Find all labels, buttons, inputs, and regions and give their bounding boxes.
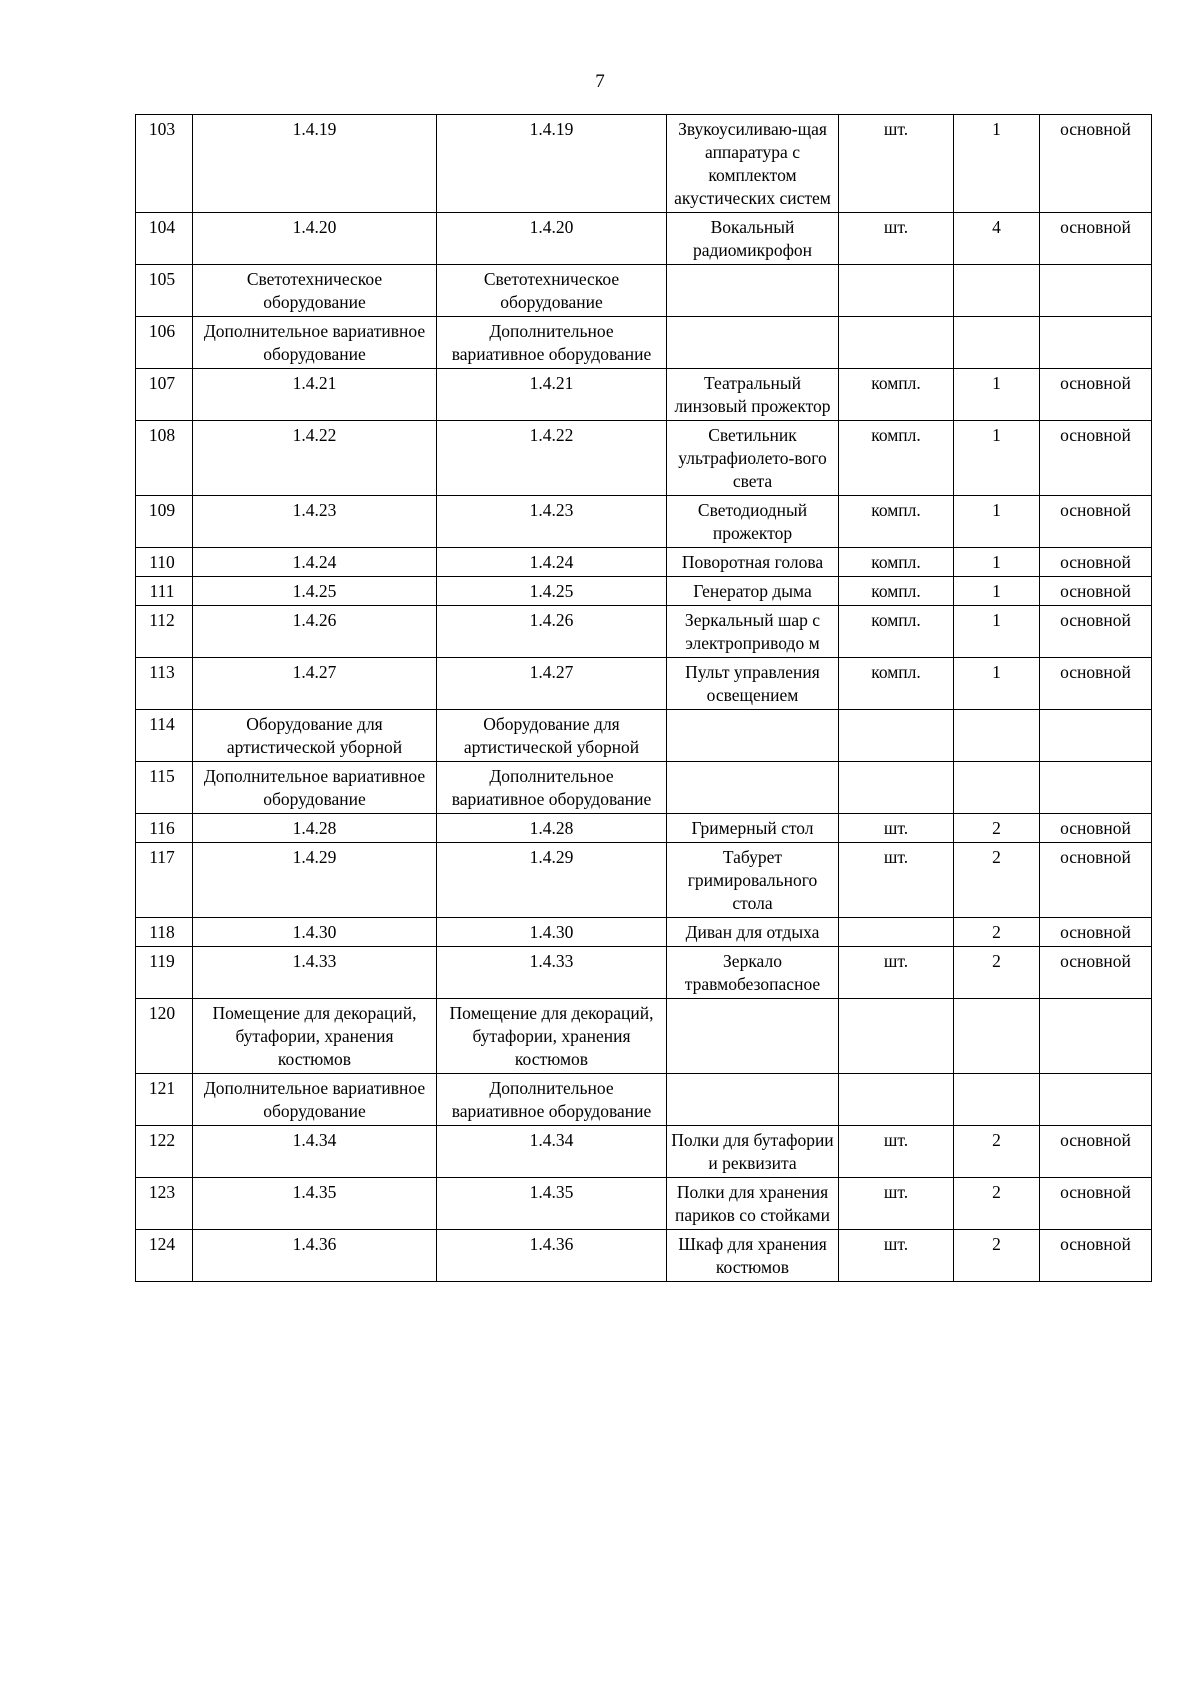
equipment-name-cell: Светодиодный прожектор [667, 496, 839, 548]
equipment-name-cell: Театральный линзовый прожектор [667, 369, 839, 421]
section-code-cell: 1.4.27 [193, 658, 437, 710]
unit-cell: компл. [839, 548, 954, 577]
row-number-cell: 104 [136, 213, 193, 265]
row-number-cell: 106 [136, 317, 193, 369]
quantity-cell: 1 [954, 658, 1040, 710]
equipment-type-cell: основной [1040, 421, 1152, 496]
equipment-type-cell: основной [1040, 606, 1152, 658]
table-row [136, 658, 1152, 710]
section-code-cell: 1.4.34 [193, 1126, 437, 1178]
item-code-cell: Помещение для декораций, бутафории, хранения костюмов [437, 999, 667, 1074]
equipment-name-cell: Пульт управления освещением [667, 658, 839, 710]
item-code-cell: 1.4.24 [437, 548, 667, 577]
unit-cell: шт. [839, 1230, 954, 1282]
item-code-cell: 1.4.27 [437, 658, 667, 710]
item-code-cell: 1.4.22 [437, 421, 667, 496]
unit-cell [839, 918, 954, 947]
equipment-type-cell: основной [1040, 1178, 1152, 1230]
section-code-cell: Оборудование для артистической уборной [193, 710, 437, 762]
item-code-cell: 1.4.19 [437, 115, 667, 213]
quantity-cell [954, 265, 1040, 317]
item-code-cell: 1.4.35 [437, 1178, 667, 1230]
section-code-cell: 1.4.30 [193, 918, 437, 947]
unit-cell: компл. [839, 606, 954, 658]
quantity-cell: 1 [954, 577, 1040, 606]
section-code-cell: 1.4.33 [193, 947, 437, 999]
unit-cell [839, 317, 954, 369]
quantity-cell [954, 999, 1040, 1074]
table-row [136, 710, 1152, 762]
quantity-cell [954, 317, 1040, 369]
equipment-type-cell: основной [1040, 496, 1152, 548]
quantity-cell: 2 [954, 1126, 1040, 1178]
equipment-name-cell: Шкаф для хранения костюмов [667, 1230, 839, 1282]
table-row [136, 496, 1152, 548]
quantity-cell: 2 [954, 814, 1040, 843]
unit-cell: компл. [839, 369, 954, 421]
table-row [136, 213, 1152, 265]
equipment-type-cell: основной [1040, 115, 1152, 213]
unit-cell: шт. [839, 115, 954, 213]
table-row [136, 947, 1152, 999]
table-row [136, 115, 1152, 213]
unit-cell [839, 1074, 954, 1126]
section-code-cell: 1.4.26 [193, 606, 437, 658]
page-number: 7 [595, 71, 605, 92]
equipment-type-cell [1040, 265, 1152, 317]
row-number-cell: 119 [136, 947, 193, 999]
row-number-cell: 118 [136, 918, 193, 947]
equipment-name-cell: Полки для бутафории и реквизита [667, 1126, 839, 1178]
equipment-type-cell: основной [1040, 843, 1152, 918]
equipment-name-cell: Зеркальный шар с электроприводо м [667, 606, 839, 658]
unit-cell: шт. [839, 843, 954, 918]
table-row [136, 317, 1152, 369]
table-row [136, 265, 1152, 317]
table-row [136, 1230, 1152, 1282]
quantity-cell: 1 [954, 496, 1040, 548]
row-number-cell: 107 [136, 369, 193, 421]
item-code-cell: Дополнительное вариативное оборудование [437, 1074, 667, 1126]
row-number-cell: 113 [136, 658, 193, 710]
equipment-type-cell: основной [1040, 213, 1152, 265]
quantity-cell: 1 [954, 421, 1040, 496]
section-code-cell: 1.4.29 [193, 843, 437, 918]
section-code-cell: 1.4.24 [193, 548, 437, 577]
row-number-cell: 108 [136, 421, 193, 496]
table-row [136, 577, 1152, 606]
table-row [136, 1178, 1152, 1230]
section-code-cell: Дополнительное вариативное оборудование [193, 762, 437, 814]
item-code-cell: 1.4.34 [437, 1126, 667, 1178]
section-code-cell: Помещение для декораций, бутафории, хранения костюмов [193, 999, 437, 1074]
equipment-type-cell: основной [1040, 918, 1152, 947]
equipment-type-cell [1040, 317, 1152, 369]
equipment-name-cell: Вокальный радиомикрофон [667, 213, 839, 265]
unit-cell: компл. [839, 496, 954, 548]
section-code-cell: Дополнительное вариативное оборудование [193, 1074, 437, 1126]
unit-cell: шт. [839, 814, 954, 843]
equipment-name-cell: Звукоусиливаю-щая аппаратура с комплектом акустических систем [667, 115, 839, 213]
item-code-cell: 1.4.30 [437, 918, 667, 947]
section-code-cell: 1.4.22 [193, 421, 437, 496]
equipment-name-cell [667, 317, 839, 369]
row-number-cell: 103 [136, 115, 193, 213]
item-code-cell: 1.4.33 [437, 947, 667, 999]
equipment-table [135, 114, 1152, 1282]
row-number-cell: 110 [136, 548, 193, 577]
unit-cell: шт. [839, 1178, 954, 1230]
equipment-name-cell: Диван для отдыха [667, 918, 839, 947]
section-code-cell: 1.4.25 [193, 577, 437, 606]
equipment-name-cell [667, 762, 839, 814]
unit-cell: компл. [839, 577, 954, 606]
equipment-name-cell: Зеркало травмобезопасное [667, 947, 839, 999]
row-number-cell: 121 [136, 1074, 193, 1126]
equipment-name-cell: Генератор дыма [667, 577, 839, 606]
unit-cell: шт. [839, 213, 954, 265]
quantity-cell [954, 710, 1040, 762]
equipment-type-cell [1040, 762, 1152, 814]
quantity-cell: 1 [954, 115, 1040, 213]
table-row [136, 918, 1152, 947]
section-code-cell: 1.4.36 [193, 1230, 437, 1282]
quantity-cell: 2 [954, 1230, 1040, 1282]
quantity-cell: 4 [954, 213, 1040, 265]
unit-cell [839, 762, 954, 814]
row-number-cell: 115 [136, 762, 193, 814]
equipment-type-cell: основной [1040, 1230, 1152, 1282]
equipment-type-cell: основной [1040, 1126, 1152, 1178]
unit-cell: компл. [839, 421, 954, 496]
equipment-name-cell [667, 710, 839, 762]
item-code-cell: 1.4.36 [437, 1230, 667, 1282]
row-number-cell: 122 [136, 1126, 193, 1178]
quantity-cell [954, 762, 1040, 814]
row-number-cell: 124 [136, 1230, 193, 1282]
row-number-cell: 105 [136, 265, 193, 317]
unit-cell: компл. [839, 658, 954, 710]
quantity-cell: 1 [954, 548, 1040, 577]
equipment-type-cell: основной [1040, 577, 1152, 606]
quantity-cell: 1 [954, 369, 1040, 421]
equipment-name-cell [667, 999, 839, 1074]
equipment-name-cell: Гримерный стол [667, 814, 839, 843]
quantity-cell [954, 1074, 1040, 1126]
item-code-cell: 1.4.29 [437, 843, 667, 918]
unit-cell: шт. [839, 1126, 954, 1178]
row-number-cell: 114 [136, 710, 193, 762]
section-code-cell: 1.4.28 [193, 814, 437, 843]
row-number-cell: 120 [136, 999, 193, 1074]
section-code-cell: 1.4.21 [193, 369, 437, 421]
table-row [136, 999, 1152, 1074]
row-number-cell: 116 [136, 814, 193, 843]
item-code-cell: 1.4.28 [437, 814, 667, 843]
section-code-cell: Дополнительное вариативное оборудование [193, 317, 437, 369]
equipment-type-cell: основной [1040, 947, 1152, 999]
table-row [136, 762, 1152, 814]
equipment-type-cell: основной [1040, 814, 1152, 843]
item-code-cell: 1.4.20 [437, 213, 667, 265]
section-code-cell: 1.4.35 [193, 1178, 437, 1230]
section-code-cell: 1.4.20 [193, 213, 437, 265]
equipment-name-cell: Светильник ультрафиолето-вого света [667, 421, 839, 496]
equipment-type-cell [1040, 999, 1152, 1074]
table-row [136, 606, 1152, 658]
row-number-cell: 117 [136, 843, 193, 918]
equipment-name-cell: Табурет гримировального стола [667, 843, 839, 918]
section-code-cell: 1.4.19 [193, 115, 437, 213]
table-row [136, 814, 1152, 843]
section-code-cell: Светотехническое оборудование [193, 265, 437, 317]
item-code-cell: Оборудование для артистической уборной [437, 710, 667, 762]
unit-cell: шт. [839, 947, 954, 999]
equipment-name-cell [667, 265, 839, 317]
item-code-cell: 1.4.25 [437, 577, 667, 606]
row-number-cell: 112 [136, 606, 193, 658]
equipment-type-cell [1040, 710, 1152, 762]
item-code-cell: 1.4.21 [437, 369, 667, 421]
item-code-cell: 1.4.26 [437, 606, 667, 658]
item-code-cell: Светотехническое оборудование [437, 265, 667, 317]
equipment-type-cell: основной [1040, 369, 1152, 421]
table-row [136, 369, 1152, 421]
equipment-type-cell [1040, 1074, 1152, 1126]
quantity-cell: 2 [954, 947, 1040, 999]
table-body [136, 115, 1152, 1282]
item-code-cell: Дополнительное вариативное оборудование [437, 762, 667, 814]
section-code-cell: 1.4.23 [193, 496, 437, 548]
item-code-cell: Дополнительное вариативное оборудование [437, 317, 667, 369]
row-number-cell: 109 [136, 496, 193, 548]
table-row [136, 843, 1152, 918]
equipment-name-cell: Поворотная голова [667, 548, 839, 577]
row-number-cell: 111 [136, 577, 193, 606]
table-row [136, 1074, 1152, 1126]
row-number-cell: 123 [136, 1178, 193, 1230]
table-row [136, 548, 1152, 577]
item-code-cell: 1.4.23 [437, 496, 667, 548]
equipment-type-cell: основной [1040, 658, 1152, 710]
quantity-cell: 2 [954, 843, 1040, 918]
unit-cell [839, 265, 954, 317]
equipment-name-cell [667, 1074, 839, 1126]
quantity-cell: 2 [954, 918, 1040, 947]
equipment-name-cell: Полки для хранения париков со стойками [667, 1178, 839, 1230]
unit-cell [839, 710, 954, 762]
table-row [136, 421, 1152, 496]
table-row [136, 1126, 1152, 1178]
unit-cell [839, 999, 954, 1074]
quantity-cell: 2 [954, 1178, 1040, 1230]
quantity-cell: 1 [954, 606, 1040, 658]
equipment-type-cell: основной [1040, 548, 1152, 577]
